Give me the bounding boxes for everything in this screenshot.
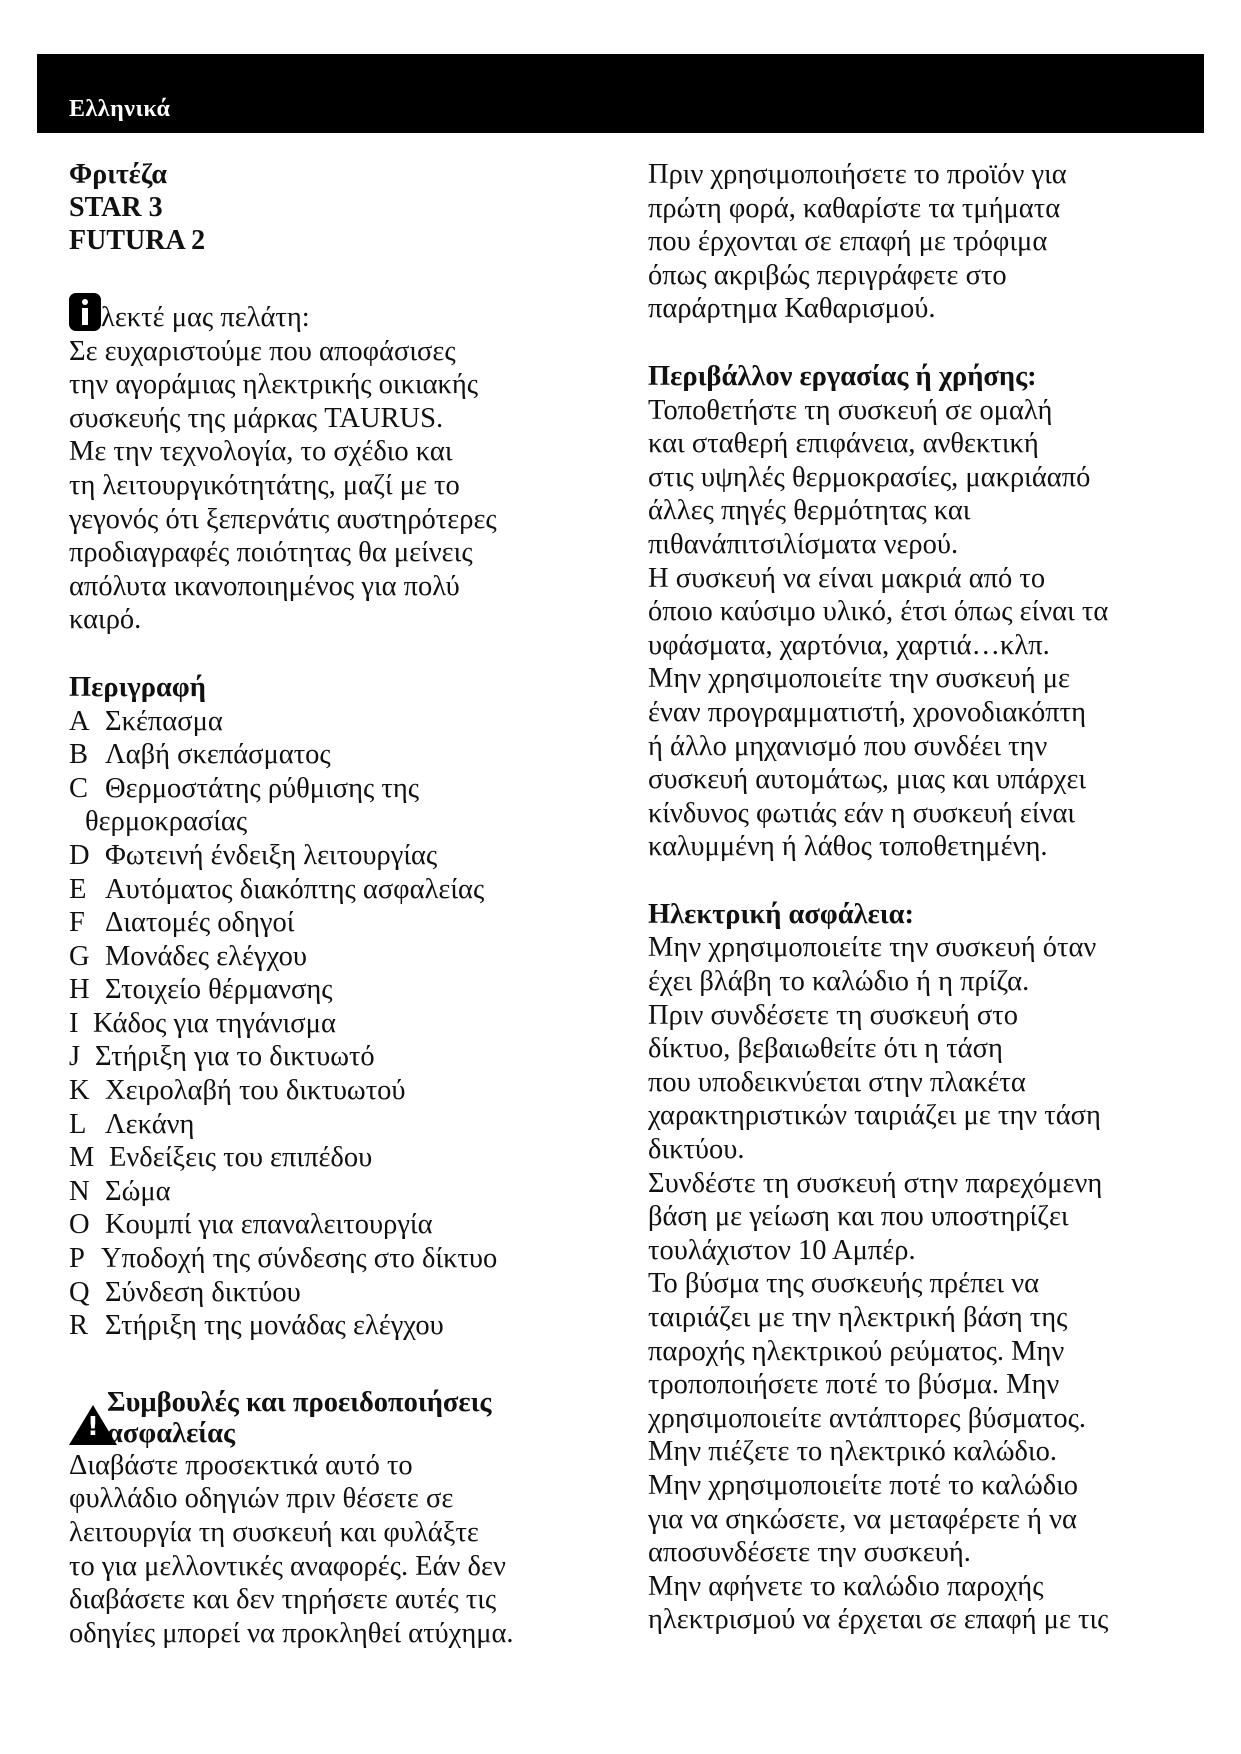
description-item: [69, 873, 599, 907]
description-item: [69, 1175, 599, 1209]
description-item: [69, 1108, 599, 1142]
safety-line: διαβάσετε και δεν τηρήσετε αυτές τις: [69, 1584, 497, 1616]
description-letter: L: [69, 1108, 87, 1140]
description-item: [69, 1309, 599, 1343]
electrical-line: για να σηκώσετε, να μεταφέρετε ή να: [648, 1503, 1077, 1535]
safety-heading-line-1: Συμβουλές και προειδοποιήσεις: [107, 1386, 492, 1418]
environment-line: κίνδυνος φωτιάς εάν η συσκευή είναι: [648, 797, 1076, 829]
intro-line: Σε ευχαριστούμε που αποφάσισες: [69, 335, 456, 367]
environment-line: και σταθερή επιφάνεια, ανθεκτική: [648, 428, 1039, 460]
description-text: Λεκάνη: [105, 1108, 195, 1140]
description-text: Κάδος για τηγάνισμα: [93, 1007, 336, 1039]
first-use-line: Πριν χρησιμοποιήσετε το προϊόν για: [648, 159, 1067, 190]
description-text: Μονάδες ελέγχου: [105, 940, 307, 972]
description-text: Χειρολαβή του δικτυωτού: [105, 1075, 406, 1107]
electrical-line: Μην χρησιμοποιείτε ποτέ το καλώδιο: [648, 1469, 1079, 1501]
description-letter: J: [69, 1041, 81, 1073]
electrical-line: έχει βλάβη το καλώδιο ή η πρίζα.: [648, 966, 1030, 998]
first-use-line: πρώτη φορά, καθαρίστε τα τμήματα: [648, 192, 1061, 224]
description-text: Φωτεινή ένδειξη λειτουργίας: [105, 839, 438, 871]
info-icon: [69, 293, 101, 331]
description-letter: Q: [69, 1276, 90, 1308]
environment-line: υφάσματα, χαρτόνια, χαρτιά…κλπ.: [648, 629, 1050, 661]
safety-line: φυλλάδιο οδηγιών πριν θέσετε σε: [69, 1483, 454, 1515]
electrical-line: δικτύου.: [648, 1134, 745, 1166]
intro-line: την αγοράμιας ηλεκτρικής οικιακής: [69, 369, 479, 401]
description-text: θερμοκρασίας: [85, 806, 248, 838]
environment-text: [648, 394, 1188, 864]
description-text: Σκέπασμα: [105, 705, 223, 737]
description-item: [69, 973, 599, 1007]
electrical-line: ταιριάζει με την ηλεκτρική βάση της: [648, 1302, 1068, 1333]
language-label: Ελληνικά: [69, 96, 171, 122]
intro-greeting-line: [69, 293, 599, 335]
description-text: Υποδοχή της σύνδεσης στο δίκτυο: [101, 1243, 498, 1275]
description-text: Στοιχείο θέρμανσης: [105, 974, 333, 1006]
environment-line: Μην χρησιμοποιείτε την συσκευή με: [648, 663, 1071, 695]
safety-line: οδηγίες μπορεί να προκληθεί ατύχημα.: [69, 1617, 514, 1649]
description-letter: R: [69, 1310, 89, 1342]
electrical-line: που υποδεικνύεται στην πλακέτα: [648, 1066, 1026, 1098]
description-letter: A: [69, 705, 90, 737]
product-type: Φριτέζα: [69, 159, 167, 190]
electrical-line: δίκτυο, βεβαιωθείτε ότι η τάση: [648, 1033, 1003, 1065]
intro-line: καιρό.: [69, 604, 142, 636]
environment-line: πιθανάπιτσιλίσματα νερού.: [648, 528, 959, 560]
description-item: [69, 1276, 599, 1310]
electrical-line: τροποποιήσετε ποτέ το βύσμα. Μην: [648, 1369, 1060, 1401]
description-letter: D: [69, 839, 90, 871]
description-item: [69, 1040, 599, 1074]
safety-line: Διαβάστε προσεκτικά αυτό το: [69, 1449, 413, 1481]
description-text: Αυτόματος διακόπτης ασφαλείας: [105, 873, 485, 905]
environment-line: όποιο καύσιμο υλικό, έτσι όπως είναι τα: [648, 596, 1109, 628]
electrical-line: χρησιμοποιείτε αντάπτορες βύσματος.: [648, 1402, 1087, 1434]
environment-line: ή άλλο μηχανισμό που συνδέει την: [648, 730, 1048, 762]
product-model-1: STAR 3: [69, 192, 163, 223]
first-use-line: παράρτημα Καθαρισμού.: [648, 293, 936, 325]
intro-line: απόλυτα ικανοποιημένος για πολύ: [69, 570, 460, 602]
electrical-text: [648, 931, 1188, 1636]
intro-line: προδιαγραφές ποιότητας θα μείνεις: [69, 537, 473, 569]
header-bar: [37, 54, 1204, 133]
description-item: [69, 1208, 599, 1242]
safety-line: το για μελλοντικές αναφορές. Εάν δεν: [69, 1550, 506, 1582]
environment-line: καλυμμένη ή λάθος τοποθετημένη.: [648, 831, 1048, 863]
description-item: [69, 1007, 599, 1041]
environment-line: έναν προγραμματιστή, χρονοδιακόπτη: [648, 696, 1087, 728]
description-item: [69, 1074, 599, 1108]
description-heading: Περιγραφή: [69, 671, 206, 703]
electrical-line: τουλάχιστον 10 Αμπέρ.: [648, 1234, 916, 1266]
description-item: [69, 738, 599, 772]
description-letter: O: [69, 1209, 90, 1241]
intro-line: τη λειτουργικότητάτης, μαζί με το: [69, 469, 460, 501]
environment-line: Τοποθετήστε τη συσκευή σε ομαλή: [648, 394, 1053, 426]
electrical-heading: Ηλεκτρική ασφάλεια:: [648, 898, 915, 930]
description-text: Σώμα: [105, 1175, 171, 1207]
electrical-line: αποσυνδέσετε την συσκευή.: [648, 1537, 971, 1569]
safety-line: λειτουργία τη συσκευή και φυλάξτε: [69, 1517, 479, 1548]
description-letter: F: [69, 907, 85, 939]
description-letter: P: [69, 1243, 85, 1275]
description-letter: H: [69, 974, 90, 1006]
description-text: Στήριξη της μονάδας ελέγχου: [105, 1310, 444, 1342]
description-letter: N: [69, 1175, 90, 1207]
description-item: [69, 772, 599, 806]
electrical-line: Συνδέστε τη συσκευή στην παρεχόμενη: [648, 1167, 1103, 1199]
description-text: Λαβή σκεπάσματος: [105, 739, 331, 771]
description-text: Σύνδεση δικτύου: [105, 1276, 301, 1308]
description-item: [69, 1141, 599, 1175]
environment-line: συσκευή αυτομάτως, μιας και υπάρχει: [648, 764, 1087, 796]
electrical-line: Μην χρησιμοποιείτε την συσκευή όταν: [648, 932, 1097, 964]
description-text: Θερμοστάτης ρύθμισης της: [105, 772, 420, 804]
environment-line: Η συσκευή να είναι μακριά από το: [648, 562, 1046, 594]
intro-text: [69, 335, 599, 637]
intro-line: γεγονός ότι ξεπερνάτις αυστηρότερες: [69, 503, 497, 535]
electrical-line: Μην πιέζετε το ηλεκτρικό καλώδιο.: [648, 1436, 1058, 1468]
first-use-text: [648, 158, 1188, 326]
description-letter: E: [69, 873, 87, 905]
electrical-line: παροχής ηλεκτρικού ρεύματος. Μην: [648, 1335, 1065, 1367]
safety-text: [69, 1449, 599, 1651]
description-letter: B: [69, 739, 89, 771]
safety-heading: ! Συμβουλές και προειδοποιήσεις ασφαλείας: [69, 1387, 599, 1449]
electrical-line: ηλεκτρισμού να έρχεται σε επαφή με τις: [648, 1604, 1109, 1636]
description-text: Ενδείξεις του επιπέδου: [109, 1142, 373, 1174]
product-model-2: FUTURA 2: [69, 225, 206, 256]
intro-greeting: λεκτέ μας πελάτη:: [101, 302, 310, 333]
description-text: Κουμπί για επαναλειτουργία: [105, 1209, 433, 1241]
environment-line: άλλες πηγές θερμότητας και: [648, 495, 971, 527]
description-item: [69, 940, 599, 974]
electrical-line: Μην αφήνετε το καλώδιο παροχής: [648, 1570, 1044, 1602]
description-letter: G: [69, 940, 90, 972]
environment-heading: Περιβάλλον εργασίας ή χρήσης:: [648, 360, 1037, 392]
description-letter: M: [69, 1142, 95, 1174]
description-letter: C: [69, 772, 89, 804]
safety-heading-line-2: ασφαλείας: [107, 1417, 236, 1449]
environment-line: στις υψηλές θερμοκρασίες, μακριάαπό: [648, 461, 1091, 493]
right-column: [648, 158, 1188, 1637]
electrical-line: βάση με γείωση και που υποστηρίζει: [648, 1201, 1069, 1233]
intro-line: συσκευής της μάρκας TAURUS.: [69, 402, 444, 434]
first-use-line: όπως ακριβώς περιγράφετε στο: [648, 259, 1007, 291]
description-letter: K: [69, 1075, 90, 1107]
description-item: [69, 1242, 599, 1276]
description-item: [69, 906, 599, 940]
left-column: [69, 158, 599, 1650]
description-item: [69, 805, 599, 839]
first-use-line: που έρχονται σε επαφή με τρόφιμα: [648, 226, 1048, 258]
electrical-line: χαρακτηριστικών ταιριάζει με την τάση: [648, 1100, 1101, 1132]
description-text: Διατομές οδηγοί: [105, 907, 295, 939]
electrical-line: Πριν συνδέσετε τη συσκευή στο: [648, 999, 1018, 1031]
electrical-line: Το βύσμα της συσκευής πρέπει να: [648, 1268, 1040, 1300]
description-item: [69, 839, 599, 873]
intro-line: Με την τεχνολογία, το σχέδιο και: [69, 436, 453, 468]
description-item: [69, 705, 599, 739]
description-text: Στήριξη για το δικτυωτό: [95, 1041, 375, 1073]
description-list: [69, 705, 599, 1343]
description-letter: I: [69, 1007, 79, 1039]
